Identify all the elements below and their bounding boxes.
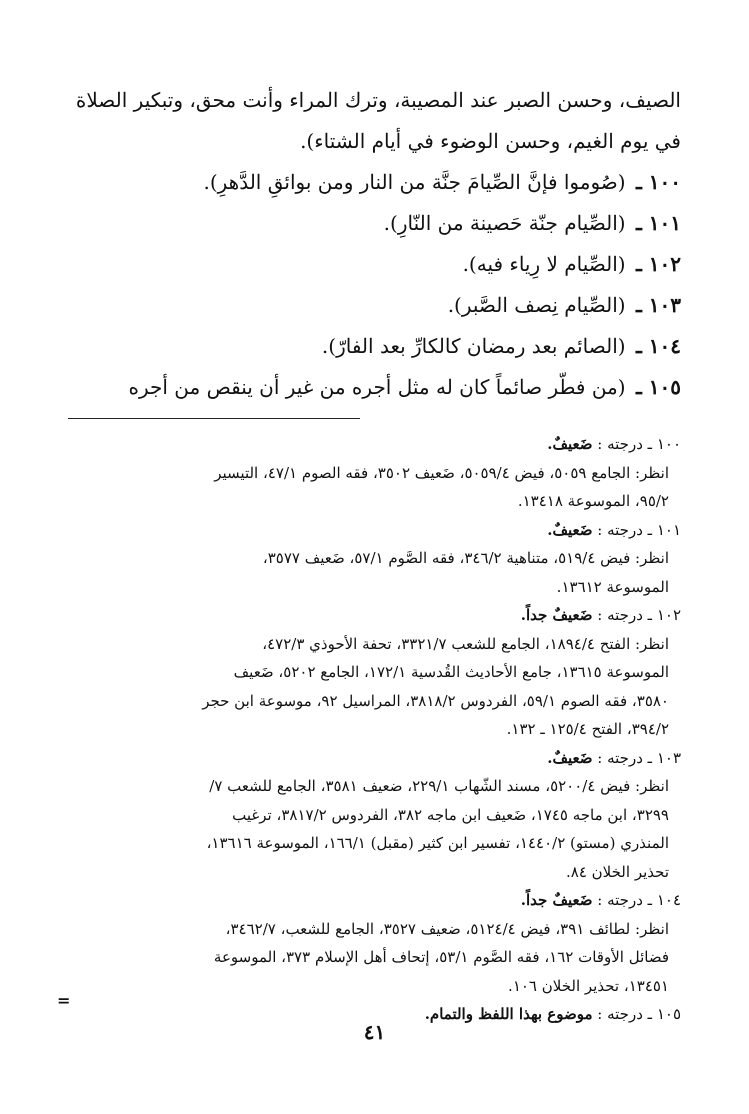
ref-line: ١٣٤٥١، تحذير الخلان ١٠٦. <box>508 976 669 995</box>
footnote-label: ١٠٤ ـ درجته : <box>597 891 681 909</box>
hadith-text: (الصِّيام نِصف الصَّبر). <box>447 293 626 317</box>
footnotes <box>68 430 681 1029</box>
ref-line: تحذير الخلان ٨٤. <box>565 862 669 881</box>
ref-line: ٩٥/٢، الموسوعة ١٣٤١٨. <box>517 492 669 510</box>
ref-line: انظر: لطائف ٣٩١، فيض ٥١٢٤/٤، ضعيف ٣٥٢٧، الجامع للشعب، ٣٤٦٢/٧، <box>225 919 669 938</box>
ref-line: فضائل الأوقات ١٦٢، فقه الصَّوم ٥٣/١، إتحاف أهل الإسلام ٣٧٣، الموسوعة <box>213 948 669 966</box>
grade-value: ضَعيفٌ. <box>547 520 593 539</box>
footnote-refs <box>68 459 681 516</box>
intro-line: في يوم الغيم، وحسن الوضوء في أيام الشتاء). <box>300 129 681 153</box>
ref-line: ٣٥٨٠، فقه الصوم ٥٩/١، الفردوس ٣٨١٨/٢، المراسيل ٩٢، موسوعة ابن حجر <box>202 691 669 710</box>
hadith-103 <box>68 285 681 326</box>
footnote-divider <box>68 418 360 419</box>
hadith-number: ١٠٥ ـ <box>635 375 681 399</box>
hadith-number: ١٠٤ ـ <box>635 334 681 358</box>
footnote-refs <box>68 915 681 1001</box>
page-number: ٤١ <box>363 1020 386 1044</box>
footnote-label: ١٠٥ ـ درجته : <box>597 1005 681 1023</box>
hadith-102 <box>68 244 681 285</box>
hadith-text: (الصِّيام جنّة حَصينة من النّارِ). <box>383 211 626 235</box>
main-text <box>68 80 681 408</box>
footnote-grade <box>68 601 681 630</box>
ref-line: انظر: فيض ٥١٩/٤، متناهية ٣٤٦/٢، فقه الصَّوم ٥٧/١، ضَعيف ٣٥٧٧، <box>262 549 669 567</box>
hadith-101 <box>68 203 681 244</box>
ref-line: الموسوعة ١٣٦١٢. <box>556 577 669 596</box>
ref-line: ٣٩٤/٢، الفتح ١٢٥/٤ ـ ١٣٢. <box>506 720 669 738</box>
footnote-grade <box>68 886 681 915</box>
hadith-number: ١٠٢ ـ <box>635 252 681 276</box>
footnote-label: ١٠٣ ـ درجته : <box>597 748 681 767</box>
ref-line: انظر: الفتح ١٨٩٤/٤، الجامع للشعب ٣٣٢١/٧، تحفة الأحوذي ٤٧٢/٣، <box>262 634 669 653</box>
footnote-refs <box>68 772 681 886</box>
hadith-100 <box>68 162 681 203</box>
ref-line: انظر: الجامع ٥٠٥٩، فيض ٥٠٥٩/٤، ضَعيف ٣٥٠٢، فقه الصوم ٤٧/١، التيسير <box>214 463 669 482</box>
grade-value: ضَعيفٌ جداً. <box>520 606 593 624</box>
hadith-number: ١٠٠ ـ <box>635 170 681 194</box>
grade-value: ضَعيفٌ جداً. <box>520 891 593 909</box>
hadith-text: (الصائم بعد رمضان كالكارِّ بعد الفارّ). <box>321 334 626 358</box>
footnote-grade <box>68 430 681 459</box>
hadith-number: ١٠٣ ـ <box>635 293 681 317</box>
intro-line: الصيف، وحسن الصبر عند المصيبة، وترك المراء وأنت محق، وتبكير الصلاة <box>75 88 681 112</box>
hadith-text: (صُوموا فإنَّ الصِّيامَ جنَّة من النار ومن بوائقِ الدَّهرِ). <box>203 170 626 194</box>
ref-line: الموسوعة ١٣٦١٥، جامع الأحاديث القُدسية ١٧٢/١، الجامع ٥٢٠٢، ضَعيف <box>233 663 669 681</box>
hadith-text: (من فطّر صائماً كان له مثل أجره من غير أن ينقص من أجره <box>128 375 626 399</box>
hadith-number: ١٠١ ـ <box>635 211 681 235</box>
footnote-grade <box>68 516 681 545</box>
hadith-text: (الصِّيام لا رِياء فيه). <box>462 252 626 276</box>
footnote-grade <box>68 744 681 773</box>
hadith-104 <box>68 326 681 367</box>
continuation-mark: = <box>57 991 71 1010</box>
ref-line: المنذري (مستو) ١٤٤٠/٢، تفسير ابن كثير (مقبل) ١٦٦/١، الموسوعة ١٣٦١٦، <box>206 834 669 852</box>
grade-value: ضَعيفٌ. <box>547 435 593 453</box>
footnote-refs <box>68 544 681 601</box>
footnote-label: ١٠٢ ـ درجته : <box>597 606 681 624</box>
ref-line: انظر: فيض ٥٢٠٠/٤، مسند الشّهاب ٢٢٩/١، ضعيف ٣٥٨١، الجامع للشعب ٧/ <box>209 777 669 795</box>
grade-value: ضَعيفٌ. <box>547 748 593 767</box>
footnote-refs <box>68 630 681 744</box>
footnote-label: ١٠١ ـ درجته : <box>597 520 681 539</box>
ref-line: ٣٢٩٩، ابن ماجه ١٧٤٥، ضَعيف ابن ماجه ٣٨٢، الفردوس ٣٨١٧/٢، ترغيب <box>232 805 669 824</box>
footnote-label: ١٠٠ ـ درجته : <box>597 435 681 453</box>
hadith-105 <box>68 367 681 408</box>
grade-value: موضوع بهذا اللفظ والتمام. <box>424 1005 593 1023</box>
